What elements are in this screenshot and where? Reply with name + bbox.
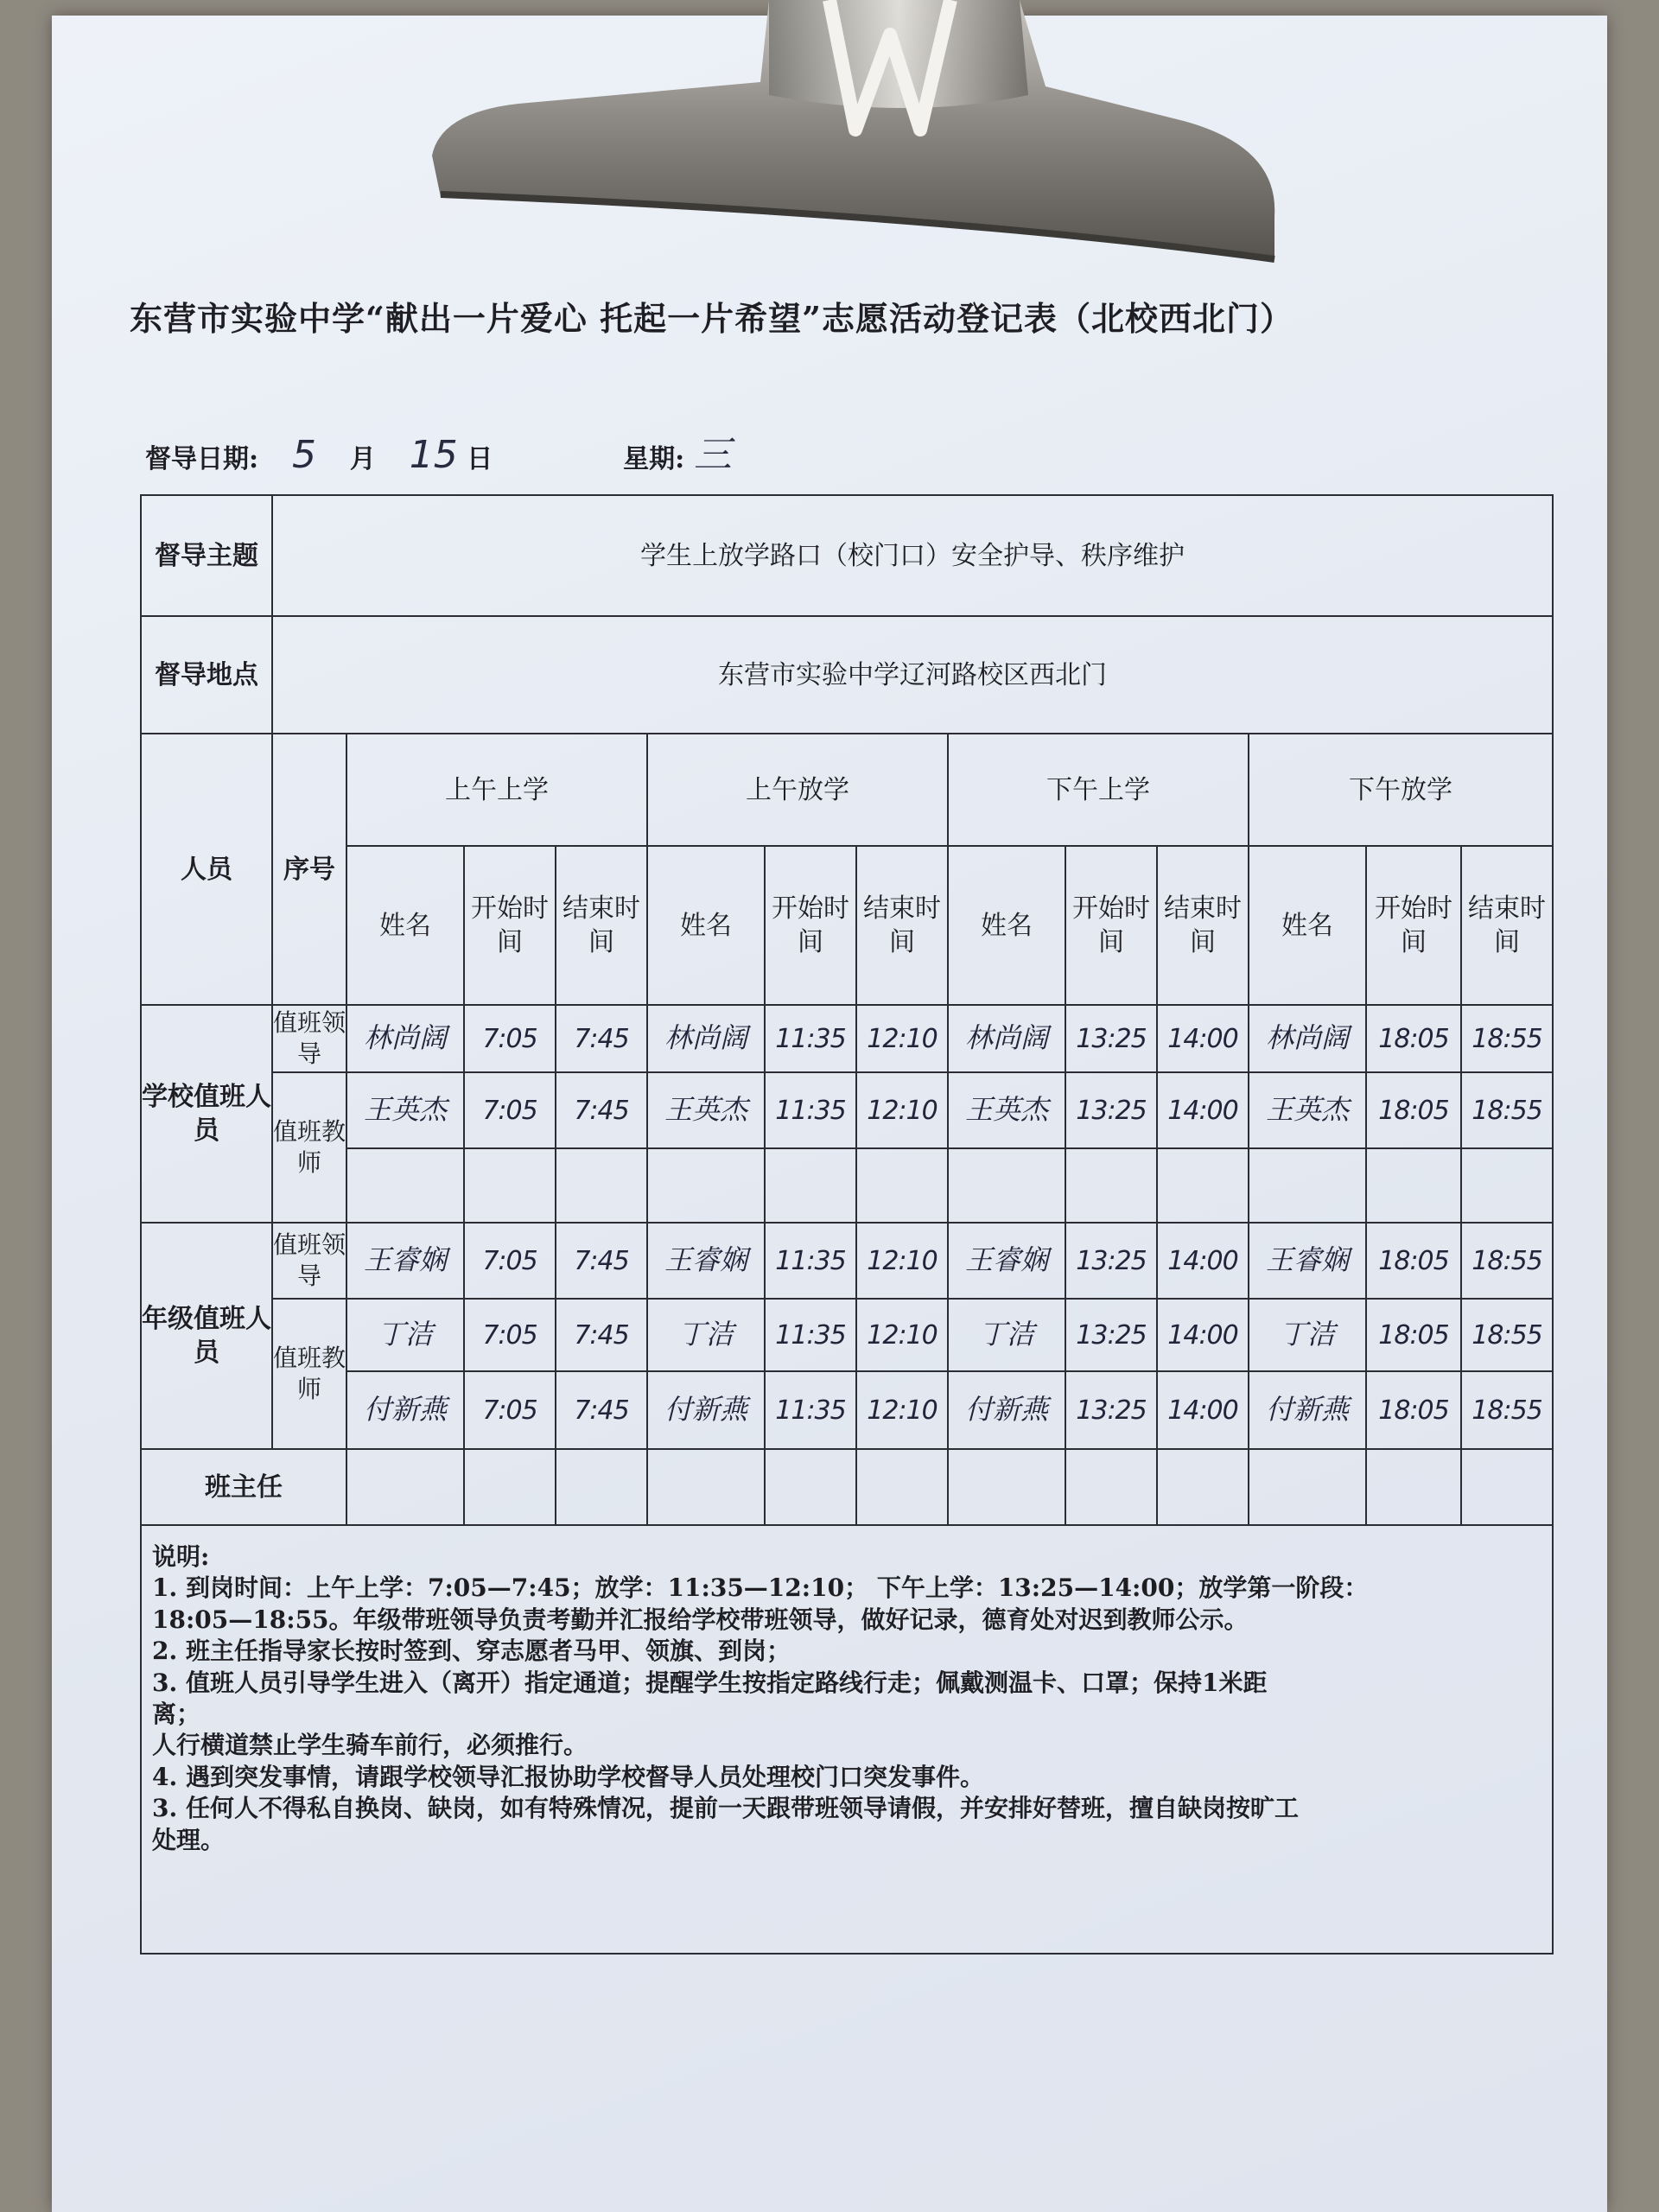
seq-label: 序号 bbox=[272, 734, 346, 1005]
empty-cell bbox=[1157, 1148, 1249, 1223]
period-header: 下午上学 bbox=[948, 734, 1249, 846]
table-cell: 林尚阔 bbox=[647, 1005, 765, 1072]
table-cell: 18:55 bbox=[1461, 1371, 1553, 1449]
clipboard-clip-icon bbox=[423, 0, 1279, 270]
col-name-header: 姓名 bbox=[346, 846, 464, 1005]
school-group-label: 学校值班人员 bbox=[141, 1005, 272, 1223]
table-cell: 12:10 bbox=[856, 1072, 948, 1148]
table-cell: 7:05 bbox=[464, 1299, 556, 1371]
theme-value: 学生上放学路口（校门口）安全护导、秩序维护 bbox=[272, 495, 1553, 616]
notes-line: 4. 遇到突发事情，请跟学校领导汇报协助学校督导人员处理校门口突发事件。 bbox=[152, 1762, 984, 1791]
role-teacher-label: 值班教师 bbox=[272, 1299, 346, 1449]
table-cell: 18:05 bbox=[1366, 1223, 1461, 1299]
grade-group-label: 年级值班人员 bbox=[141, 1223, 272, 1449]
table-cell: 王英杰 bbox=[346, 1072, 464, 1148]
form-title: 东营市实验中学“献出一片爱心 托起一片希望”志愿活动登记表（北校西北门） bbox=[130, 299, 1294, 338]
table-cell: 王睿娴 bbox=[1249, 1223, 1366, 1299]
empty-cell bbox=[1065, 1148, 1157, 1223]
table-cell: 付新燕 bbox=[1249, 1371, 1366, 1449]
date-label: 督导日期: bbox=[145, 444, 259, 474]
table-cell: 7:45 bbox=[556, 1299, 647, 1371]
table-cell: 王睿娴 bbox=[647, 1223, 765, 1299]
notes-line: 18:05—18:55。年级带班领导负责考勤并汇报给学校带班领导，做好记录，德育处对迟到教师公示。 bbox=[152, 1605, 1249, 1634]
notes-line: 3. 值班人员引导学生进入（离开）指定通道；提醒学生按指定路线行走；佩戴测温卡、口罩；保持1米距 bbox=[152, 1668, 1268, 1697]
table-cell: 18:55 bbox=[1461, 1223, 1553, 1299]
table-cell: 13:25 bbox=[1065, 1371, 1157, 1449]
table-cell: 11:35 bbox=[765, 1299, 856, 1371]
table-cell: 7:05 bbox=[464, 1072, 556, 1148]
table-cell: 18:55 bbox=[1461, 1005, 1553, 1072]
table-cell: 14:00 bbox=[1157, 1299, 1249, 1371]
table-cell: 11:35 bbox=[765, 1072, 856, 1148]
role-leader-label: 值班领导 bbox=[272, 1005, 346, 1072]
table-cell: 14:00 bbox=[1157, 1005, 1249, 1072]
location-value: 东营市实验中学辽河路校区西北门 bbox=[272, 616, 1553, 734]
col-end-header: 结束时间 bbox=[556, 846, 647, 1005]
table-cell: 14:00 bbox=[1157, 1371, 1249, 1449]
table-cell: 7:45 bbox=[556, 1072, 647, 1148]
notes-line: 2. 班主任指导家长按时签到、穿志愿者马甲、领旗、到岗； bbox=[152, 1637, 791, 1666]
table-cell: 丁洁 bbox=[647, 1299, 765, 1371]
empty-cell bbox=[1461, 1449, 1553, 1525]
empty-cell bbox=[948, 1449, 1065, 1525]
table-cell: 14:00 bbox=[1157, 1072, 1249, 1148]
empty-cell bbox=[346, 1449, 464, 1525]
empty-cell bbox=[856, 1148, 948, 1223]
day-label: 日 bbox=[467, 444, 493, 474]
table-cell: 付新燕 bbox=[948, 1371, 1065, 1449]
table-cell: 13:25 bbox=[1065, 1072, 1157, 1148]
notes-line: 说明: bbox=[152, 1542, 210, 1571]
table-cell: 7:45 bbox=[556, 1371, 647, 1449]
table-cell: 付新燕 bbox=[346, 1371, 464, 1449]
empty-cell bbox=[1249, 1148, 1366, 1223]
notes-section bbox=[141, 1525, 1553, 1954]
location-label: 督导地点 bbox=[141, 616, 272, 734]
period-header: 下午放学 bbox=[1249, 734, 1553, 846]
table-cell: 林尚阔 bbox=[948, 1005, 1065, 1072]
table-cell: 11:35 bbox=[765, 1371, 856, 1449]
period-header: 上午放学 bbox=[647, 734, 948, 846]
col-start-header: 开始时间 bbox=[1065, 846, 1157, 1005]
date-line bbox=[145, 423, 732, 479]
role-teacher-label: 值班教师 bbox=[272, 1072, 346, 1223]
col-start-header: 开始时间 bbox=[1366, 846, 1461, 1005]
notes-line: 1. 到岗时间：上午上学：7:05—7:45；放学：11:35—12:10； 下午上学：13:25—14:00；放学第一阶段： bbox=[152, 1573, 1369, 1603]
empty-cell bbox=[765, 1449, 856, 1525]
table-cell: 14:00 bbox=[1157, 1223, 1249, 1299]
table-cell: 13:25 bbox=[1065, 1299, 1157, 1371]
empty-cell bbox=[647, 1449, 765, 1525]
empty-cell bbox=[556, 1449, 647, 1525]
table-cell: 18:05 bbox=[1366, 1005, 1461, 1072]
table-cell: 13:25 bbox=[1065, 1223, 1157, 1299]
weekday-label: 星期: bbox=[623, 444, 685, 474]
table-cell: 林尚阔 bbox=[1249, 1005, 1366, 1072]
col-name-header: 姓名 bbox=[647, 846, 765, 1005]
table-cell: 7:05 bbox=[464, 1005, 556, 1072]
table-cell: 7:45 bbox=[556, 1005, 647, 1072]
table-cell: 丁洁 bbox=[346, 1299, 464, 1371]
notes-line: 处理。 bbox=[152, 1825, 226, 1854]
table-cell: 18:55 bbox=[1461, 1299, 1553, 1371]
empty-cell bbox=[464, 1449, 556, 1525]
table-cell: 林尚阔 bbox=[346, 1005, 464, 1072]
table-cell: 18:05 bbox=[1366, 1072, 1461, 1148]
empty-cell bbox=[346, 1148, 464, 1223]
month-label: 月 bbox=[349, 444, 376, 474]
head-teacher-label: 班主任 bbox=[141, 1449, 346, 1525]
theme-label: 督导主题 bbox=[141, 495, 272, 616]
notes-line: 3. 任何人不得私自换岗、缺岗，如有特殊情况，提前一天跟带班领导请假，并安排好替班，擅自缺岗按旷工 bbox=[152, 1794, 1299, 1823]
empty-cell bbox=[556, 1148, 647, 1223]
col-start-header: 开始时间 bbox=[765, 846, 856, 1005]
empty-cell bbox=[1249, 1449, 1366, 1525]
table-cell: 13:25 bbox=[1065, 1005, 1157, 1072]
table-cell: 18:55 bbox=[1461, 1072, 1553, 1148]
date-month-value: 5 bbox=[291, 433, 316, 477]
col-end-header: 结束时间 bbox=[1157, 846, 1249, 1005]
table-cell: 18:05 bbox=[1366, 1371, 1461, 1449]
table-cell: 12:10 bbox=[856, 1299, 948, 1371]
empty-cell bbox=[856, 1449, 948, 1525]
empty-cell bbox=[948, 1148, 1065, 1223]
empty-cell bbox=[1366, 1148, 1461, 1223]
notes-line: 人行横道禁止学生骑车前行，必须推行。 bbox=[152, 1731, 588, 1760]
registration-table bbox=[140, 494, 1554, 1955]
table-cell: 11:35 bbox=[765, 1223, 856, 1299]
table-cell: 12:10 bbox=[856, 1223, 948, 1299]
date-day-value: 15 bbox=[409, 433, 458, 477]
empty-cell bbox=[1366, 1449, 1461, 1525]
table-cell: 丁洁 bbox=[1249, 1299, 1366, 1371]
table-cell: 王睿娴 bbox=[948, 1223, 1065, 1299]
weekday-value: 三 bbox=[693, 433, 732, 477]
table-cell: 7:05 bbox=[464, 1223, 556, 1299]
personnel-label: 人员 bbox=[141, 734, 272, 1005]
col-name-header: 姓名 bbox=[1249, 846, 1366, 1005]
table-cell: 丁洁 bbox=[948, 1299, 1065, 1371]
table-cell: 11:35 bbox=[765, 1005, 856, 1072]
empty-cell bbox=[464, 1148, 556, 1223]
table-cell: 12:10 bbox=[856, 1005, 948, 1072]
table-cell: 王英杰 bbox=[948, 1072, 1065, 1148]
empty-cell bbox=[1157, 1449, 1249, 1525]
empty-cell bbox=[765, 1148, 856, 1223]
table-cell: 12:10 bbox=[856, 1371, 948, 1449]
table-cell: 王英杰 bbox=[647, 1072, 765, 1148]
col-end-header: 结束时间 bbox=[856, 846, 948, 1005]
table-cell: 18:05 bbox=[1366, 1299, 1461, 1371]
empty-cell bbox=[647, 1148, 765, 1223]
empty-cell bbox=[1065, 1449, 1157, 1525]
table-cell: 王睿娴 bbox=[346, 1223, 464, 1299]
table-cell: 7:45 bbox=[556, 1223, 647, 1299]
empty-cell bbox=[1461, 1148, 1553, 1223]
table-cell: 付新燕 bbox=[647, 1371, 765, 1449]
table-cell: 7:05 bbox=[464, 1371, 556, 1449]
col-end-header: 结束时间 bbox=[1461, 846, 1553, 1005]
col-name-header: 姓名 bbox=[948, 846, 1065, 1005]
table-cell: 王英杰 bbox=[1249, 1072, 1366, 1148]
col-start-header: 开始时间 bbox=[464, 846, 556, 1005]
period-header: 上午上学 bbox=[346, 734, 647, 846]
role-leader-label: 值班领导 bbox=[272, 1223, 346, 1299]
notes-line: 离； bbox=[152, 1699, 201, 1728]
